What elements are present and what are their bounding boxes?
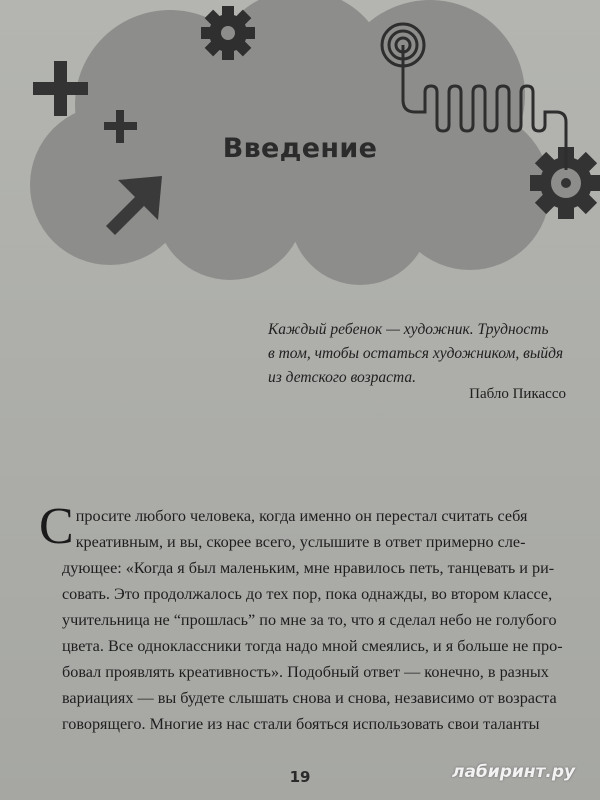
body-line: просите любого человека, когда именно он перестал считать себя: [75, 507, 528, 525]
body-line: цвета. Все одноклассники тогда надо мной смеялись, и я больше не про-: [62, 637, 563, 655]
body-line: совать. Это продолжалось до тех пор, пока однажды, во втором классе,: [62, 585, 553, 603]
drop-cap: С: [39, 498, 74, 555]
body-text: [39, 498, 580, 737]
epigraph-line: из детского возраста.: [268, 369, 417, 386]
watermark: лабиринт.ру: [452, 762, 576, 782]
body-line: говорящего. Многие из нас стали бояться использовать свои таланты: [62, 715, 540, 733]
body-line: креативным, и вы, скорее всего, услышите в ответ примерно сле-: [75, 533, 526, 551]
body-line: учительница не “прошлась” по мне за то, что я сделал небо не голубого: [62, 611, 557, 629]
body-line: вариациях — вы будете слышать снова и снова, независимо от возраста: [62, 689, 557, 707]
chapter-title: Введение: [222, 133, 378, 164]
epigraph-author: Пабло Пикассо: [469, 386, 566, 402]
epigraph-line: Каждый ребенок — художник. Трудность: [268, 321, 549, 338]
gear-icon: [201, 6, 255, 60]
page-number: 19: [289, 768, 311, 786]
epigraph-line: в том, чтобы остаться художником, выйдя: [268, 345, 564, 362]
body-line: бовал проявлять креативность». Подобный ответ — конечно, в разных: [62, 663, 549, 681]
body-line: дующее: «Когда я был маленьким, мне нравилось петь, танцевать и ри-: [62, 559, 555, 577]
epigraph-quote: [268, 318, 568, 390]
